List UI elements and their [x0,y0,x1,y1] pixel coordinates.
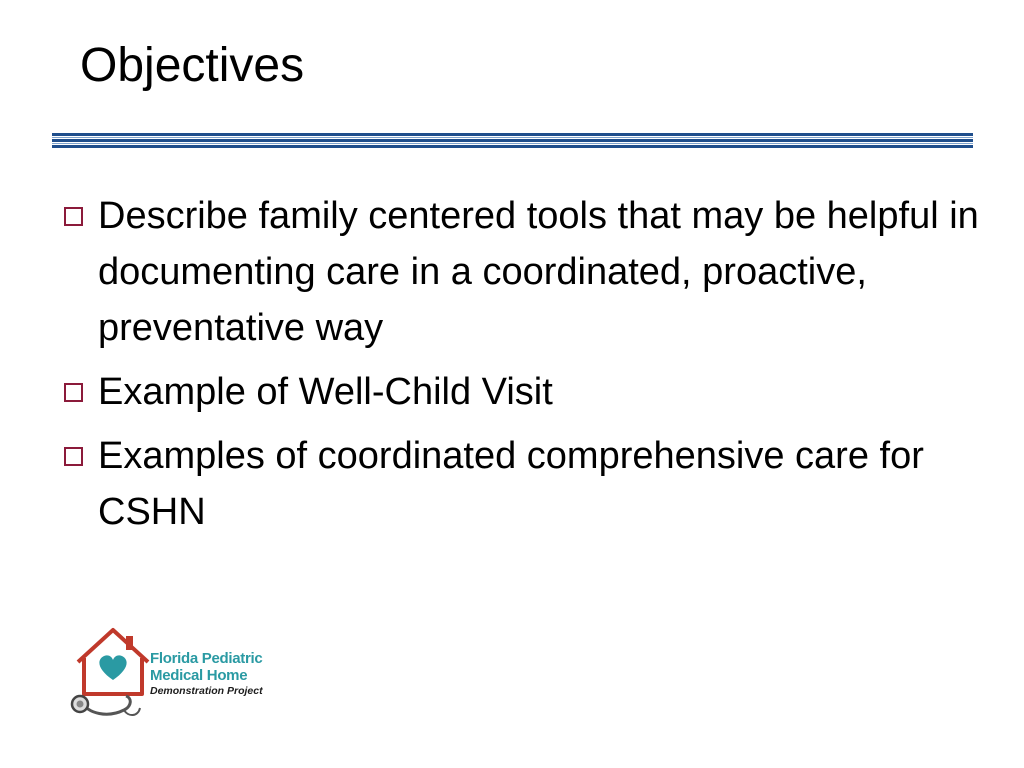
list-item [60,428,980,540]
logo-text-line-3: Demonstration Project [150,685,263,697]
hollow-square-bullet-icon [64,447,83,466]
hollow-square-bullet-icon [64,207,83,226]
bullet-text: Examples of coordinated comprehensive care for CSHN [98,435,924,533]
logo-wordmark [150,650,290,698]
bullet-text: Describe family centered tools that may be helpful in documenting care in a coordinated, proactive, preventative way [98,195,979,349]
title-divider [52,133,973,149]
objectives-list [60,188,980,548]
house-heart-stethoscope-icon [68,622,158,722]
list-item [60,188,980,356]
logo-text-line-1: Florida Pediatric [150,650,263,667]
bullet-text: Example of Well-Child Visit [98,371,553,413]
logo [68,622,288,722]
logo-text-line-2: Medical Home [150,667,248,684]
hollow-square-bullet-icon [64,383,83,402]
list-item [60,364,980,420]
slide-title: Objectives [80,39,305,92]
